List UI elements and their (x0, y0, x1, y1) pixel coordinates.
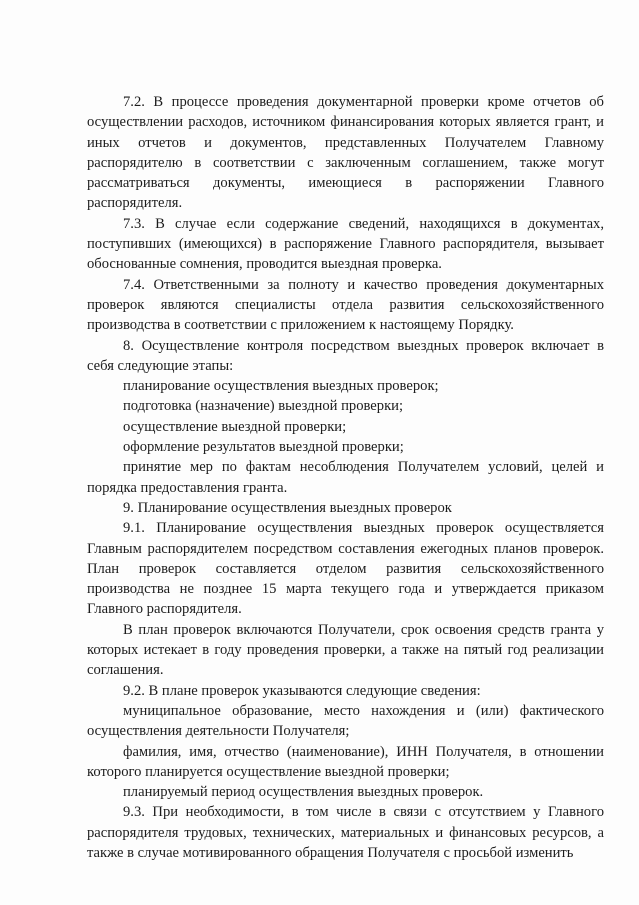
plan-info-item: фамилия, имя, отчество (наименование), ИНН Получателя, в отношении которого планируется осуществление выездной проверки; (87, 743, 604, 780)
paragraph-9-3: 9.3. При необходимости, в том числе в связи с отсутствием у Главного распорядителя трудовых, технических, материальных и финансовых ресурсов, а также в случае мотивированного обращения Получателя с просьбой изменить (87, 804, 604, 861)
document-body (87, 92, 604, 863)
paragraph-7-4: 7.4. Ответственными за полноту и качество проведения документарных проверок являются специалисты отдела развития сельскохозяйственного производства в соответствии с приложением к настоящему Порядку. (87, 276, 604, 334)
paragraph-9-2: 9.2. В плане проверок указываются следующие сведения: (123, 682, 481, 699)
stage-item: планирование осуществления выездных проверок; (123, 378, 439, 395)
paragraph-9-1: 9.1. Планирование осуществления выездных проверок осуществляется Главным распорядителем посредством составления ежегодных планов проверок. План проверок составляется отделом развития сельскохозяйственного производства не позднее 15 марта текущего года и утверждается приказом Главного распорядителя. (87, 520, 604, 618)
plan-info-item: муниципальное образование, место нахождения и (или) фактического осуществления деятельности Получателя; (87, 702, 604, 740)
plan-info-item: планируемый период осуществления выездных проверок. (123, 784, 484, 801)
stage-item: принятие мер по фактам несоблюдения Получателем условий, целей и порядка предоставления гранта. (87, 459, 604, 496)
section-heading-9: 9. Планирование осуществления выездных проверок (123, 499, 452, 516)
stage-item: осуществление выездной проверки; (123, 418, 347, 435)
paragraph-plan-inclusion: В план проверок включаются Получатели, срок освоения средств гранта у которых истекает в году проведения проверки, а также на пятый год реализации соглашения. (87, 621, 604, 679)
paragraph-8: 8. Осуществление контроля посредством выездных проверок включает в себя следующие этапы: (87, 337, 604, 374)
stage-item: подготовка (назначение) выездной проверки; (123, 398, 404, 415)
stage-item: оформление результатов выездной проверки; (123, 439, 404, 456)
paragraph-7-2: 7.2. В процессе проведения документарной проверки кроме отчетов об осуществлении расходов, источником финансирования которых является грант, и иных отчетов и документов, представленных Получателем Главному распорядителю в соответствии с заключенным соглашением, также могут рассматриваться документы, имеющиеся в распоряжении Главного распорядителя. (87, 94, 604, 212)
paragraph-7-3: 7.3. В случае если содержание сведений, находящихся в документах, поступивших (имеющихся) в распоряжение Главного распорядителя, вызывает обоснованные сомнения, проводится выездная проверка. (87, 215, 604, 273)
